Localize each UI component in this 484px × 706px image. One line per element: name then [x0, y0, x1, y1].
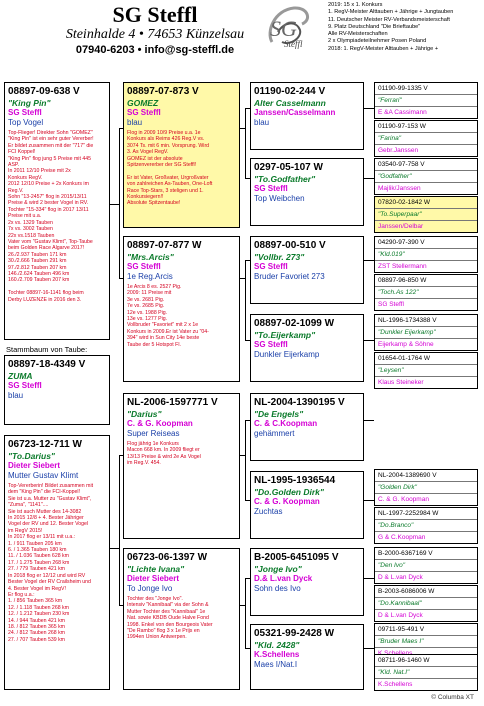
ring-number: 01190-02-244 V [254, 86, 326, 97]
ggp-ring: 09711-95-491 V [375, 624, 477, 636]
ggp-owner: Klaus Steineker [378, 379, 424, 386]
pigeon-name: "Vollbr. 273" [254, 252, 305, 262]
ggp-ring: 03540-97-758 V [375, 159, 477, 171]
pigeon-color: 1e Reg.Arcis [127, 272, 173, 281]
ggp-name: "Golden Dirk" [375, 482, 477, 494]
ring-number: 06723-12-711 W [8, 439, 82, 450]
pigeon-card-lichte-ivana[interactable] [123, 548, 240, 690]
ggp-ring: 04290-97-390 V [375, 237, 477, 249]
ggp-owner: SG Steffl [378, 301, 404, 308]
ring-number: 08897-07-877 W [127, 240, 202, 251]
ggp-card[interactable] [374, 585, 478, 622]
pigeon-color: blau [127, 118, 143, 127]
pigeon-color: gehämmert [254, 429, 295, 438]
pigeon-color: Super Reiseas [127, 429, 180, 438]
ring-number: NL-2004-1390195 V [254, 397, 345, 408]
ring-number: 08897-02-1099 W [254, 318, 335, 329]
ggp-ring: 01654-01-1764 W [375, 353, 477, 365]
ggp-ring: 08711-96-1460 W [375, 655, 477, 667]
pigeon-name: GOMEZ [127, 98, 159, 108]
ggp-ring: B-2000-6367169 V [375, 548, 477, 560]
pigeon-owner: K.Schellens [254, 650, 300, 659]
pigeon-description: 1e Arcis 8 es. 2527 Pig. 2009: 11 Preise mit 3e vs. 2681 Pig. 7e vs. 2685 Pig. 12e vs. 1988 Pig. 13e vs. 1277 Pig. Vollbruder "Favoriet" mit 2 x 1e Konkurs in 2009.Er ist Vater zu "04- 394" wird in Sun City 14e beste Taube der 5 Hotspot Fl. [127, 284, 209, 348]
pigeon-color: blau [254, 118, 270, 127]
pigeon-name: "Mrs.Arcis" [127, 252, 174, 262]
pigeon-name: "King Pin" [8, 98, 51, 108]
pigeon-name: "To.Godfather" [254, 174, 316, 184]
ggp-owner: G & C.Koopman [378, 534, 426, 541]
pigeon-description: Flog jährig 1e Konkurs Macon 668 km. In 2009 fliegt er 13/13 Preise & wird 2e As Vogel im Reg.V. 454. [127, 441, 201, 467]
pigeon-card-mrs-arcis[interactable] [123, 236, 240, 382]
breeder-address: Steinhalde 4 • 74653 Künzelsau [65, 27, 245, 42]
pigeon-color: Sohn des Ivo [254, 584, 301, 593]
pigeon-description: Tochter des "Jonge Ivo". Intensiv "Kannibaal" via der Sohn & Mutter Tochter des "Kannibaal" 1e Nat. sowie KBDB Oude Halve Fond 1998. Enkel von den Bourgeois Vater "De Rambo" flog 3 x 1e Prijs en 1994en Union Antwerpen. [127, 596, 213, 641]
pigeon-name: ZUMA [8, 371, 33, 381]
pigeon-color: blau [8, 391, 24, 400]
ggp-owner: ZST Stellermann [378, 263, 427, 270]
ggp-ring: 01190-99-1335 V [375, 83, 477, 95]
pigeon-card-de-engels[interactable] [250, 393, 364, 461]
pigeon-color: Mutter Gustav Klimt [8, 471, 79, 480]
ggp-ring: 07820-02-1842 W [375, 197, 477, 209]
pigeon-color: To Jonge Ivo [127, 584, 173, 593]
pigeon-card-gomez[interactable] [123, 82, 240, 228]
ggp-card[interactable] [374, 654, 478, 691]
ggp-name: "Kld. Nat.I" [375, 667, 477, 679]
ggp-ring: B-2003-6086006 W [375, 586, 477, 598]
ggp-name: "Ferrari" [375, 95, 477, 107]
ring-number: 0297-05-107 W [254, 162, 323, 173]
ggp-owner: Majlik/Janssen [378, 185, 421, 192]
ggp-card[interactable] [374, 314, 478, 351]
pigeon-card-zuma[interactable] [4, 355, 110, 425]
ggp-ring: NL-1997-2252984 W [375, 508, 477, 520]
pigeon-owner: C. & C.Koopman [254, 419, 318, 428]
pigeon-owner: SG Steffl [8, 108, 42, 117]
pigeon-owner: SG Steffl [254, 262, 288, 271]
pigeon-name: "Kld. 2428" [254, 640, 300, 650]
ggp-card[interactable] [374, 469, 478, 506]
ring-number: 06723-06-1397 W [127, 552, 208, 563]
breeder-title: SG Steffl [112, 2, 198, 27]
ring-number: 05321-99-2428 W [254, 628, 335, 639]
pigeon-card-do-golden-dirk[interactable] [250, 471, 364, 539]
achievements-text: 2019: 15 x 1. Konkurs 1. RegV-Meister Alttauben + Jährige + Jungtauben 11. Deutscher Meister RV-Verbandsmeisterschaft 9. Platz Deutschland "Die Brieftaube" Alle RV-Meisterschaften 2 x Olympiadeteilnehmer Posen Poland 2018: 1. RegV-Meister Alttauben + Jährige + [328, 2, 454, 52]
pigeon-name: Alter Casselmann [254, 98, 326, 108]
ggp-card[interactable] [374, 507, 478, 544]
ggp-card-highlighted[interactable] [374, 196, 478, 233]
ring-number: NL-2006-1597771 V [127, 397, 218, 408]
ggp-name: "Dunkler Eijerkamp" [375, 327, 477, 339]
pigeon-owner: D.& L.van Dyck [254, 574, 313, 583]
ggp-card[interactable] [374, 352, 478, 389]
ggp-owner: Janssen/Delbar [375, 221, 477, 233]
pigeon-color: Zuchtas [254, 507, 283, 516]
ring-number: 08897-07-873 V [127, 86, 199, 97]
ggp-card[interactable] [374, 274, 478, 311]
pigeon-card-jonge-ivo[interactable] [250, 548, 364, 616]
pigeon-description: Top-Flieger! Direkter Sohn "GOMEZ" "King Pin" ist ein sehr guter Vererber! Er bildet zusammen mit der "717" die FCI Koppel! "King Pin" flog jung 5 Preise mit 445 ASP. In 2011 12/10 Preise mit 2x Konkurs RegV. 2012 12/10 Preise + 2x Konkurs im Reg.V. Sohn "13-2457" flog in 2015/13/11 Preise & wird 2 bester Vogel in RV. Tochter "15-334" flog in 2017 13/11 Preise mit u.a. 2x vs. 1329 Tauben 7x vs. 3002 Tauben 22x vs.1518 Tauben Vater vom "Gustav Klimt", Top-Taube beim Golden Race Algarve 2017! 26./2.937 Tauben 171 km 30./2.666 Tauben 291 km 97./2.812 Tauben 207 km 146./2.624 Tauben 496 km 160./2.709 Tauben 207 km Tochter 08897-16-1141 flog beim Derby LUZENZE in 2016 den 3. [8, 130, 94, 303]
pigeon-owner: SG Steffl [127, 108, 161, 117]
pigeon-owner: SG Steffl [254, 184, 288, 193]
pigeon-card-to-eijerkamp[interactable] [250, 314, 364, 382]
ggp-name: "Den Ivo" [375, 560, 477, 572]
ggp-owner: C. & G. Koopman [378, 496, 429, 503]
ggp-owner: K.Schellens [378, 681, 413, 688]
ring-number: 08897-18-4349 V [8, 359, 86, 370]
ggp-card[interactable] [374, 120, 478, 157]
svg-text:SG: SG [270, 16, 297, 41]
pigeon-color: Bruder Favoriet 273 [254, 272, 325, 281]
ggp-name: "Toch.As 122" [375, 287, 477, 299]
pigeon-name: "To.Eijerkamp" [254, 330, 316, 340]
svg-text:Steffl: Steffl [284, 39, 303, 49]
pigeon-card-alter-casselmann[interactable] [250, 82, 364, 150]
pigeon-owner: Dieter Siebert [8, 461, 61, 470]
ring-number: NL-1995-1936544 [254, 475, 336, 486]
pigeon-card-dam[interactable] [4, 435, 110, 690]
pigeon-color: Top Vogel [8, 118, 44, 127]
ring-number: 08897-09-638 V [8, 86, 80, 97]
ggp-name: "Farina" [375, 133, 477, 145]
ggp-owner: D & L.van Dyck [378, 612, 423, 619]
pigeon-description: Flog in 2009 10/9 Preise u.a. 1e Konkurs als Reims 426 Reg.V vs. 3074 Ts. mit 6 min. Vorsprung. Wird 3. As Vogel RegV. GOMEZ ist der absolute Spitzenvererber der SG Steffl! Er ist Vater, Großvater, Urgroßvater von zahlreichen As-Tauben, One-Loft Race Top-Stars, 3 steligen und 1. Konkursiegern!! Absolute Spitzentaube! [127, 130, 213, 207]
pigeon-name: "Do.Golden Dirk" [254, 487, 324, 497]
ggp-name: "Kld.019" [375, 249, 477, 261]
pigeon-card-darius[interactable] [123, 393, 240, 539]
pigeon-owner: SG Steffl [8, 381, 42, 390]
pigeon-name: "De Engels" [254, 409, 304, 419]
ggp-name: "To.Superpaar" [375, 209, 477, 221]
pigeon-owner: C. & G. Koopman [254, 497, 320, 506]
ggp-name: "Godfather" [375, 171, 477, 183]
ggp-owner: Gebr.Janssen [378, 147, 419, 154]
ggp-ring: NL-2004-1389690 V [375, 470, 477, 482]
ggp-ring: 01190-97-153 W [375, 121, 477, 133]
ggp-name: "Do.Branco" [375, 520, 477, 532]
breeder-contact: 07940-6203 • info@sg-steffl.de [75, 44, 235, 56]
pigeon-owner: SG Steffl [254, 340, 288, 349]
ggp-owner: D & L.van Dyck [378, 574, 423, 581]
pigeon-owner: SG Steffl [127, 262, 161, 271]
pigeon-name: "To.Darius" [8, 451, 55, 461]
footer-copyright: © Columba XT [431, 694, 474, 701]
ggp-owner: E &A Cassimann [378, 109, 427, 116]
pigeon-name: "Darius" [127, 409, 162, 419]
pigeon-owner: C. & G. Koopman [127, 419, 193, 428]
pigeon-color: Dunkler Eijerkamp [254, 350, 320, 359]
ring-number: B-2005-6451095 V [254, 552, 339, 563]
ggp-card[interactable] [374, 158, 478, 195]
ggp-card[interactable] [374, 82, 478, 119]
ring-number: 08897-00-510 V [254, 240, 326, 251]
ggp-name: "Do.Kannibaal" [375, 598, 477, 610]
pigeon-card-kld-2428[interactable] [250, 624, 364, 690]
pigeon-card-to-godfather[interactable] [250, 158, 364, 226]
pigeon-owner: Dieter Siebert [127, 574, 180, 583]
ggp-owner: Eijerkamp & Söhne [378, 341, 434, 348]
pigeon-description: Top-Vererberin! Bildet zusammen mit dem "King Pin" die FCI-Koppel! Sie ist u.a. Mutter zu "Gustav Klimt", "Zuma", "1141".... Sie ist auch Mutter des 14-3082 In 2015 12/8 + 4. Bester Jähriger Vogel der RV und 12. Bester Vogel im RegV 2015! In 2017 flog er 13/11 mit u.a.: 1. / 911 Tauben 205 km 6. / 1.365 Tauben 180 km 11. / 1.036 Tauben 628 km 17. / 1.275 Tauben 268 km 27. / 779 Tauben 421 km In 2018 flog er 12/12 und wird RV Bester Vogel der RV Crailsheim und 4. Bester Vogel im RegV! Er flog u.a.: 1. / 856 Tauben 365 km 12. / 1.118 Tauben 268 km 12. / 1.212 Tauben 230 km 14. / 944 Tauben 421 km 18. / 812 Tauben 365 km 24. / 812 Tauben 268 km 27. / 707 Tauben 539 km [8, 483, 94, 643]
pigeon-owner: Janssen/Casselmann [254, 108, 336, 117]
pigeon-card-subject[interactable] [4, 82, 110, 340]
ggp-ring: 08897-96-850 W [375, 275, 477, 287]
pedigree-of-label: Stammbaum von Taube: [6, 345, 88, 354]
ggp-name: "Leysen" [375, 365, 477, 377]
pigeon-card-vollbr-273[interactable] [250, 236, 364, 304]
sg-steffl-logo-icon [264, 2, 314, 50]
ggp-name: "Bruder Maes I" [375, 636, 477, 648]
pigeon-color: Maes I/Nat.I [254, 660, 298, 669]
ggp-ring: NL-1996-1734388 V [375, 315, 477, 327]
ggp-card[interactable] [374, 236, 478, 273]
pigeon-name: "Jonge Ivo" [254, 564, 302, 574]
pigeon-name: "Lichte Ivana" [127, 564, 185, 574]
pigeon-color: Top Weibchen [254, 194, 305, 203]
ggp-card[interactable] [374, 547, 478, 584]
